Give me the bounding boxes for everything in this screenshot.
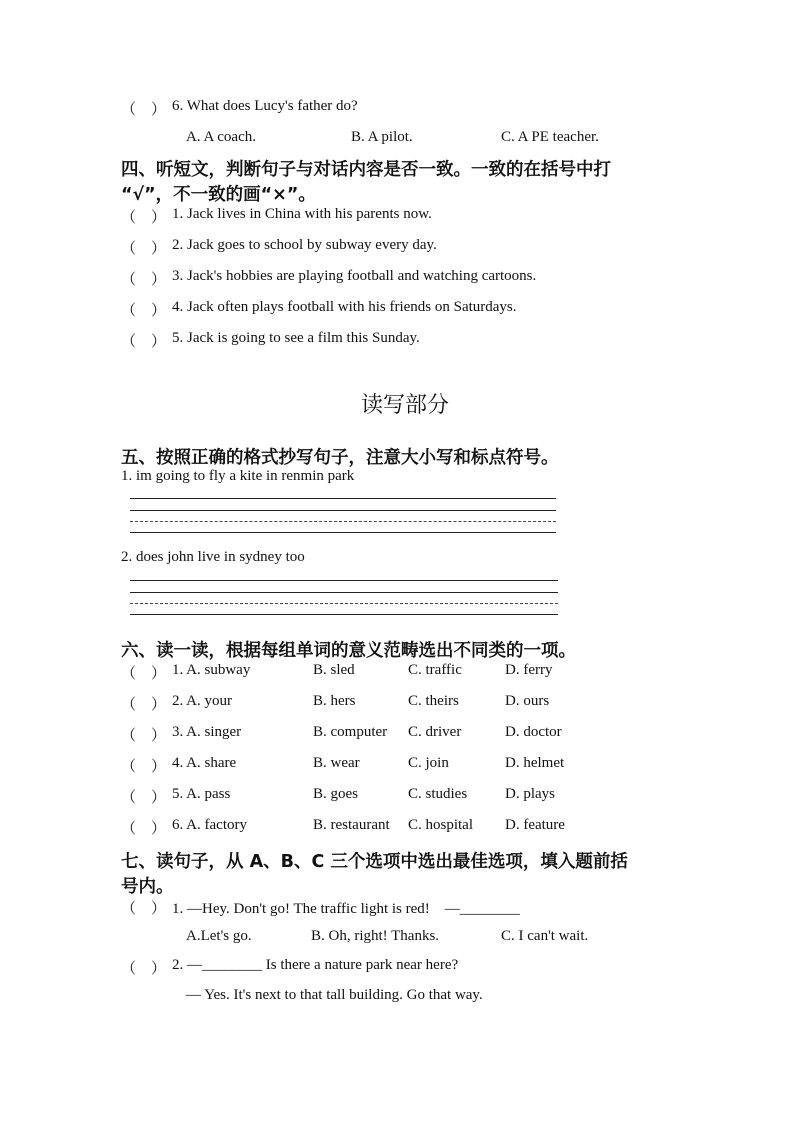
option-a: 3. A. singer	[172, 724, 242, 740]
writing-line	[130, 592, 558, 593]
question-text: 2. —________ Is there a nature park near here?	[172, 957, 459, 973]
option-c: C. driver	[408, 724, 462, 740]
question-text: 1. —Hey. Don't go! The traffic light is red! —________	[172, 901, 520, 917]
option-c: C. theirs	[408, 693, 459, 709]
writing-line	[130, 498, 556, 499]
part-title: 读写部分	[361, 393, 450, 418]
answer-bracket[interactable]: （ ）	[121, 901, 167, 917]
section6-title: 六、读一读，根据每组单词的意义范畴选出不同类的一项。	[121, 641, 576, 661]
option-b: B. hers	[313, 693, 356, 709]
option-b: B. computer	[313, 724, 388, 740]
copy-sentence-2: 2. does john live in sydney too	[121, 549, 305, 565]
option-a: 1. A. subway	[172, 662, 251, 678]
answer-bracket[interactable]: （ ）	[121, 728, 167, 744]
answer-bracket[interactable]: （ ）	[121, 334, 167, 350]
option-d: D. plays	[505, 786, 555, 802]
answer-bracket[interactable]: （ ）	[121, 961, 167, 977]
option-b: B. restaurant	[313, 817, 390, 833]
question-text: 5. Jack is going to see a film this Sunday.	[172, 330, 420, 346]
answer-bracket[interactable]: （ ）	[121, 210, 167, 226]
option-a: 6. A. factory	[172, 817, 247, 833]
question-text: 6. What does Lucy's father do?	[172, 98, 358, 114]
answer-bracket[interactable]: （ ）	[121, 697, 167, 713]
section7-title-line1: 七、读句子，从 A、B、C 三个选项中选出最佳选项，填入题前括	[121, 852, 628, 872]
section4-title-line1: 四、听短文，判断句子与对话内容是否一致。一致的在括号中打	[121, 160, 611, 180]
reply-text: — Yes. It's next to that tall building. Go that way.	[186, 987, 483, 1003]
writing-line	[130, 510, 556, 511]
option-d: D. feature	[505, 817, 565, 833]
question-text: 1. Jack lives in China with his parents now.	[172, 206, 432, 222]
question-text: 2. Jack goes to school by subway every day.	[172, 237, 437, 253]
answer-bracket[interactable]: （ ）	[121, 821, 167, 837]
option-b: B. sled	[313, 662, 355, 678]
option-a: 2. A. your	[172, 693, 232, 709]
writing-line	[130, 580, 558, 581]
answer-bracket[interactable]: （ ）	[121, 272, 167, 288]
option-a: 4. A. share	[172, 755, 237, 771]
answer-bracket[interactable]: （ ）	[121, 790, 167, 806]
answer-bracket[interactable]: （ ）	[121, 759, 167, 775]
answer-bracket[interactable]: （ ）	[121, 241, 167, 257]
question-text: 4. Jack often plays football with his friends on Saturdays.	[172, 299, 517, 315]
option-c: C. join	[408, 755, 449, 771]
option-b: B. A pilot.	[351, 129, 413, 145]
option-d: D. helmet	[505, 755, 565, 771]
option-b: B. goes	[313, 786, 358, 802]
writing-line	[130, 614, 558, 615]
option-a: A. A coach.	[186, 129, 256, 145]
section7-title-line2: 号内。	[121, 877, 174, 897]
section4-title-line2: “√”，不一致的画“×”。	[121, 185, 316, 205]
option-a: A.Let's go.	[186, 928, 252, 944]
answer-bracket[interactable]: （ ）	[121, 102, 167, 118]
writing-line	[130, 603, 558, 604]
question-text: 3. Jack's hobbies are playing football and watching cartoons.	[172, 268, 537, 284]
option-c: C. I can't wait.	[501, 928, 589, 944]
writing-line	[130, 521, 556, 522]
option-d: D. doctor	[505, 724, 562, 740]
option-d: D. ferry	[505, 662, 553, 678]
option-d: D. ours	[505, 693, 550, 709]
answer-bracket[interactable]: （ ）	[121, 666, 167, 682]
section5-title: 五、按照正确的格式抄写句子，注意大小写和标点符号。	[121, 448, 559, 468]
option-c: C. A PE teacher.	[501, 129, 599, 145]
option-c: C. hospital	[408, 817, 474, 833]
copy-sentence-1: 1. im going to fly a kite in renmin park	[121, 468, 355, 484]
writing-line	[130, 532, 556, 533]
option-b: B. Oh, right! Thanks.	[311, 928, 440, 944]
option-a: 5. A. pass	[172, 786, 231, 802]
answer-bracket[interactable]: （ ）	[121, 303, 167, 319]
option-c: C. studies	[408, 786, 468, 802]
option-c: C. traffic	[408, 662, 462, 678]
option-b: B. wear	[313, 755, 360, 771]
